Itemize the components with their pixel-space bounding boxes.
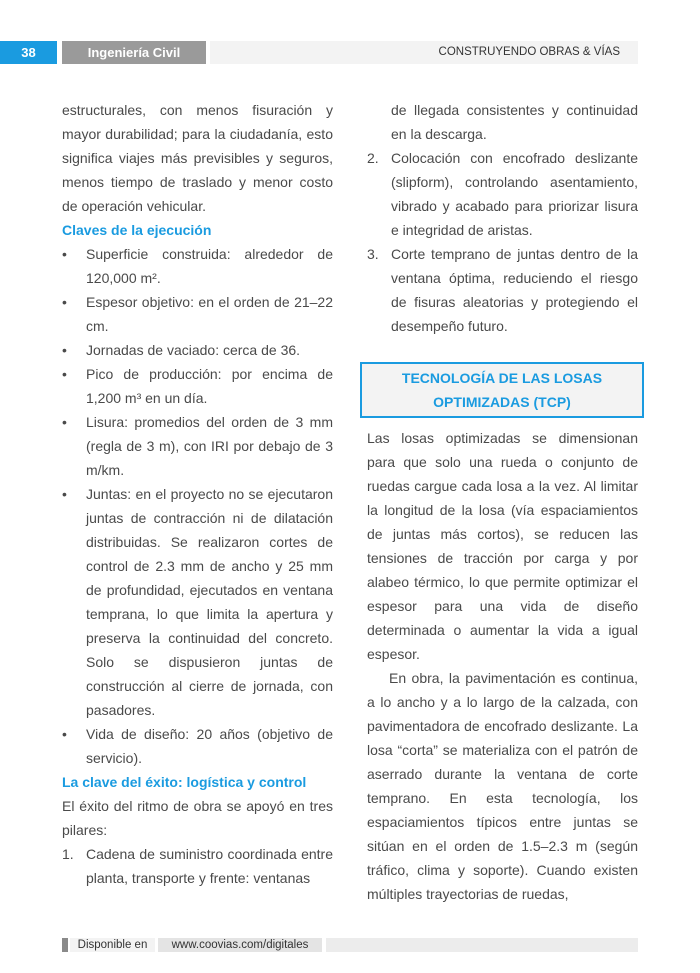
bullet-item: • Jornadas de vaciado: cerca de 36. [62,338,333,362]
bullet-marker: • [62,246,67,262]
bullet-marker: • [62,486,67,502]
numbered-list-cont [367,98,638,338]
running-title: CONSTRUYENDO OBRAS & VÍAS [210,41,638,64]
footer-label: Disponible en [70,938,155,952]
bullet-marker: • [62,726,67,742]
bullet-item: • Espesor objetivo: en el orden de 21–22 cm. [62,290,333,338]
sidebar-box-title: TECNOLOGÍA DE LAS LOSAS OPTIMIZADAS (TCP) [360,362,644,418]
bullet-marker: • [62,342,67,358]
footer-url-link[interactable]: www.coovias.com/digitales [158,938,322,952]
bullet-item: • Juntas: en el proyecto no se ejecutaron juntas de contracción ni de dilatación distribuidas. Se realizaron cortes de control de 2.3 mm de ancho y 25 mm de profundidad, ejecutados en ventana temprana, lo que limita la apertura y preserva la continuidad del concreto. Solo se dispusieron juntas de construcción al cierre de jornada, con pasadores. [62,482,333,722]
tcp-paragraph-1: Las losas optimizadas se dimensionan para que solo una rueda o conjunto de ruedas cargue cada losa a la vez. Al limitar la longitud de la losa (vía espaciamientos de juntas más cortos), se reducen las tensiones de tracción por carga y por alabeo térmico, lo que permite optimizar el espesor para una vida de diseño determinada o aumentar la vida a igual espesor. [367,430,638,662]
bullet-item: • Lisura: promedios del orden de 3 mm (regla de 3 m), con IRI por debajo de 3 m/km. [62,410,333,482]
bullet-marker: • [62,366,67,382]
heading-clave-exito: La clave del éxito: logística y control [62,774,307,790]
heading-claves: Claves de la ejecución [62,222,212,238]
intro-paragraph: estructurales, con menos fisuración y mayor durabilidad; para la ciudadanía, esto significa viajes más previsibles y seguros, menos tiempo de traslado y menor costo de operación vehicular. [62,102,333,214]
footer-bar [62,938,68,952]
list-item: 3. Corte temprano de juntas dentro de la ventana óptima, reduciendo el riesgo de fisuras aleatorias y protegiendo el desempeño futuro. [367,246,638,334]
bullet-marker: • [62,294,67,310]
section-label: Ingeniería Civil [62,41,206,64]
bullet-marker: • [62,414,67,430]
list-item: 1. Cadena de suministro coordinada entre planta, transporte y frente: ventanas [62,846,333,886]
pillars-paragraph: El éxito del ritmo de obra se apoyó en tres pilares: [62,798,333,838]
bullet-item: • Superficie construida: alrededor de 120,000 m². [62,242,333,290]
bullet-item: • Pico de producción: por encima de 1,200 m³ en un día. [62,362,333,410]
right-column [367,98,638,906]
list-item: de llegada consistentes y continuidad en la descarga. [391,102,638,142]
tcp-paragraph-2: En obra, la pavimentación es continua, a lo ancho y a lo largo de la calzada, con pavimentadora de encofrado deslizante. La losa “corta” se materializa con el patrón de aserrado durante la ventana de corte temprano. En esta tecnología, los espaciamientos típicos entre juntas se sitúan en el orden de 1.5–2.3 m (según tráfico, clima y soporte). Cuando existen múltiples trayectorias de ruedas, [367,670,638,902]
bullet-item: • Vida de diseño: 20 años (objetivo de servicio). [62,722,333,770]
left-column [62,98,333,890]
bullet-list [62,242,333,770]
list-item: 2. Colocación con encofrado deslizante (slipform), controlando asentamiento, vibrado y acabado para priorizar lisura e integridad de aristas. [367,150,638,238]
footer-filler [326,938,638,952]
numbered-list [62,842,333,890]
page-number: 38 [0,41,57,64]
